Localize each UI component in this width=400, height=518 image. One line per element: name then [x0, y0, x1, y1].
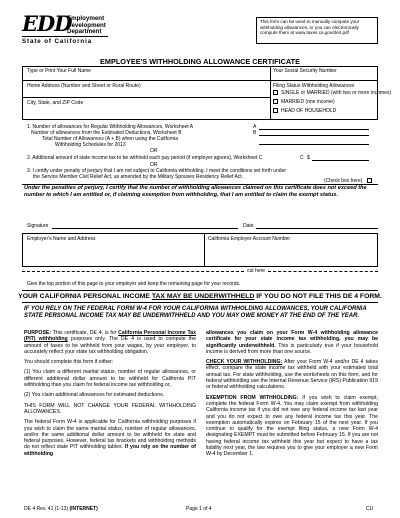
page-title: EMPLOYEE'S WITHHOLDING ALLOWANCE CERTIFICATE — [100, 57, 300, 66]
employer-account-field[interactable] — [208, 243, 374, 265]
header-notice: This form can be used to manually compute your withholding allowances, or you can electronically compute them at www.taxes.ca.gov/de4.pdf — [256, 17, 378, 44]
filing-status-label: Filing Status Withholding Allowances — [273, 83, 355, 89]
allowances-b-input[interactable] — [259, 129, 369, 135]
checkbox-icon[interactable] — [273, 99, 278, 104]
mark-b: B — [253, 130, 257, 136]
line-3a: 3. I certify under penalty of perjury that I am not subject to California withholding. I meet the conditions set forth under — [27, 168, 287, 174]
employer-account-label: California Employer Account Number — [208, 236, 290, 242]
additional-amount-input[interactable] — [312, 154, 369, 160]
line-1: 1. Number of allowances for Regular Withholding Allowances, Worksheet A — [27, 124, 194, 130]
date-label: Date — [243, 223, 254, 229]
filing-option-hoh[interactable]: HEAD OF HOUSEHOLD — [273, 108, 336, 114]
underwithheld-warning: YOUR CALIFORNIA PERSONAL INCOME TAX MAY BE UNDERWITHHELD IF YOU DO NOT FILE THIS DE 4 FORM. — [18, 293, 382, 300]
footer-page-number: Page 1 of 4 — [186, 506, 212, 512]
purpose-paragraph: PURPOSE: This certificate, DE 4, is for California Personal Income Tax (PIT) withholding purposes only. The DE 4 is used to compute the amount of taxes to be withheld from your wages, by your employer, to accurately reflect your state tax withholding obligation. — [24, 330, 197, 355]
cut-here-label: cut here — [247, 268, 266, 274]
line-1a: Number of allowances from the Estimated Deductions, Worksheet B — [31, 130, 182, 136]
ssn-label: Your Social Security Number — [273, 68, 337, 74]
left-column — [24, 330, 196, 461]
allowances-total-input[interactable] — [259, 138, 369, 144]
right-column — [206, 330, 378, 462]
federal-w4-paragraph: The federal Form W-4 is applicable for California withholding purposes if you wish to claim the same marital status, number of regular allowances, and/or the same additional dollar amount to be withheld for state and federal purposes. However, federal tax brackets and withholding methods do not reflect state PIT withholding tables. If you rely on the number of withholding — [24, 419, 196, 457]
full-name-label: Type or Print Your Full Name — [27, 68, 91, 74]
home-address-label: Home Address (Number and Street or Rural Route) — [27, 83, 141, 89]
footer-form-id: DE 4 Rev. 41 (1-13) (INTERNET) — [24, 506, 98, 512]
exemption-paragraph: EXEMPTION FROM WITHHOLDING: If you wish to claim exempt, complete the federal Form W-4. You may claim exempt from withholding California income tax if you did not owe any federal income tax last year and you do not expect to owe any federal income tax this year. The exemption automatically expires on February 15 of the next year. If you continue to qualify for the exempt filing status, a new Form W-4 designating EXEMPT must be submitted before February 15. If you are not having federal income tax withheld this year but expect to have a tax liability next year, the law requires you to give your employer a new Form W-4 by December 1. — [206, 394, 379, 458]
signature-field[interactable] — [52, 220, 238, 228]
full-name-field[interactable] — [27, 74, 267, 79]
org-line-1: Employment — [67, 15, 105, 22]
reason-1-paragraph: (1) You claim a different marital status, number of regular allowances, or different additional dollar amount to be withheld for California PIT withholding than you claim for federal income tax withholding or, — [24, 369, 196, 389]
no-change-paragraph: THIS FORM WILL NOT CHANGE YOUR FEDERAL WITHHOLDING ALLOWANCES. — [24, 402, 196, 415]
org-line-2: Development — [67, 21, 106, 29]
check-withholding-paragraph: CHECK YOUR WITHHOLDING: After your Form W-4 and/or DE 4 takes effect, compare the state income tax withheld with your estimated total annual tax. For state withholding, use the worksheets on this form, and for federal withholding use the Internal Revenue Service (IRS) Publication 919 or federal withholding calculations. — [206, 359, 378, 391]
line-2: 2. Additional amount of state income tax to be withheld each pay period (if employer agrees), Worksheet C — [27, 155, 263, 161]
checkbox-icon[interactable] — [273, 108, 278, 113]
complete-if-paragraph: You should complete this form if either: — [24, 359, 114, 366]
date-field[interactable] — [256, 220, 378, 228]
instructions-note: Give the top portion of this page to your employer and keep the remaining page for your records. — [27, 281, 241, 287]
dollar-sign: $ — [307, 155, 310, 161]
or-2: OR — [150, 162, 158, 168]
edd-logo — [22, 11, 72, 36]
state-label: State of California — [22, 38, 93, 45]
or-1: OR — [150, 148, 158, 154]
signature-label: Signature — [27, 223, 49, 229]
filing-option-single[interactable]: SINGLE or MARRIED (with two or more incomes) — [273, 90, 391, 96]
line-1c: Withholding Schedules for 2013 — [55, 142, 126, 148]
line-1b: Total Number of Allowances (A + B) when using the California — [42, 136, 179, 142]
federal-w4-notice: IF YOU RELY ON THE FEDERAL FORM W-4 FOR YOUR CALIFORNIA WITHHOLDING ALLOWANCES, YOUR CALIFORNIA STATE PERSONAL INCOME TAX MAY BE UNDERWITHHELD AND YOU MAY OWE MONEY AT THE END OF THE YEAR. — [24, 306, 367, 320]
penalty-statement: Under the penalties of perjury, I certify that the number of withholding allowances claimed on this certificate does not exceed the number to which I am entitled or, if claiming exemption from withholding, that I am entitled to claim the exempt status. — [24, 185, 367, 198]
city-field[interactable] — [27, 106, 267, 116]
org-name — [67, 16, 106, 36]
allowances-paragraph: allowances you claim on your Form W-4 withholding allowance certificate for your state income tax withholding, you may be significantly underwithheld. This is particularly true if your household income is derived from more than one source. — [206, 330, 378, 355]
employer-name-field[interactable] — [27, 243, 201, 265]
org-line-3: Department — [67, 28, 102, 36]
filing-option-married[interactable]: MARRIED (one income) — [273, 99, 335, 105]
mark-c: C — [300, 155, 304, 161]
line-3b: the Service Member Civil Relief Act, as amended by the Military Spouses Residency Relief Act. — [33, 174, 244, 180]
employer-name-label: Employer's Name and Address — [27, 236, 96, 242]
footer-code: CU — [366, 506, 374, 512]
ssn-field[interactable] — [273, 74, 373, 79]
mark-a: A — [253, 124, 257, 130]
reason-2-paragraph: (2) You claim additional allowances for estimated deductions. — [24, 392, 165, 399]
exempt-checkbox-row[interactable]: (Check box here) — [324, 178, 375, 184]
city-label: City, State, and ZIP Code — [27, 100, 84, 106]
checkbox-icon[interactable] — [367, 178, 372, 183]
checkbox-icon[interactable] — [273, 90, 278, 95]
home-address-field[interactable] — [27, 89, 267, 95]
logo-text: EDD — [22, 11, 72, 36]
